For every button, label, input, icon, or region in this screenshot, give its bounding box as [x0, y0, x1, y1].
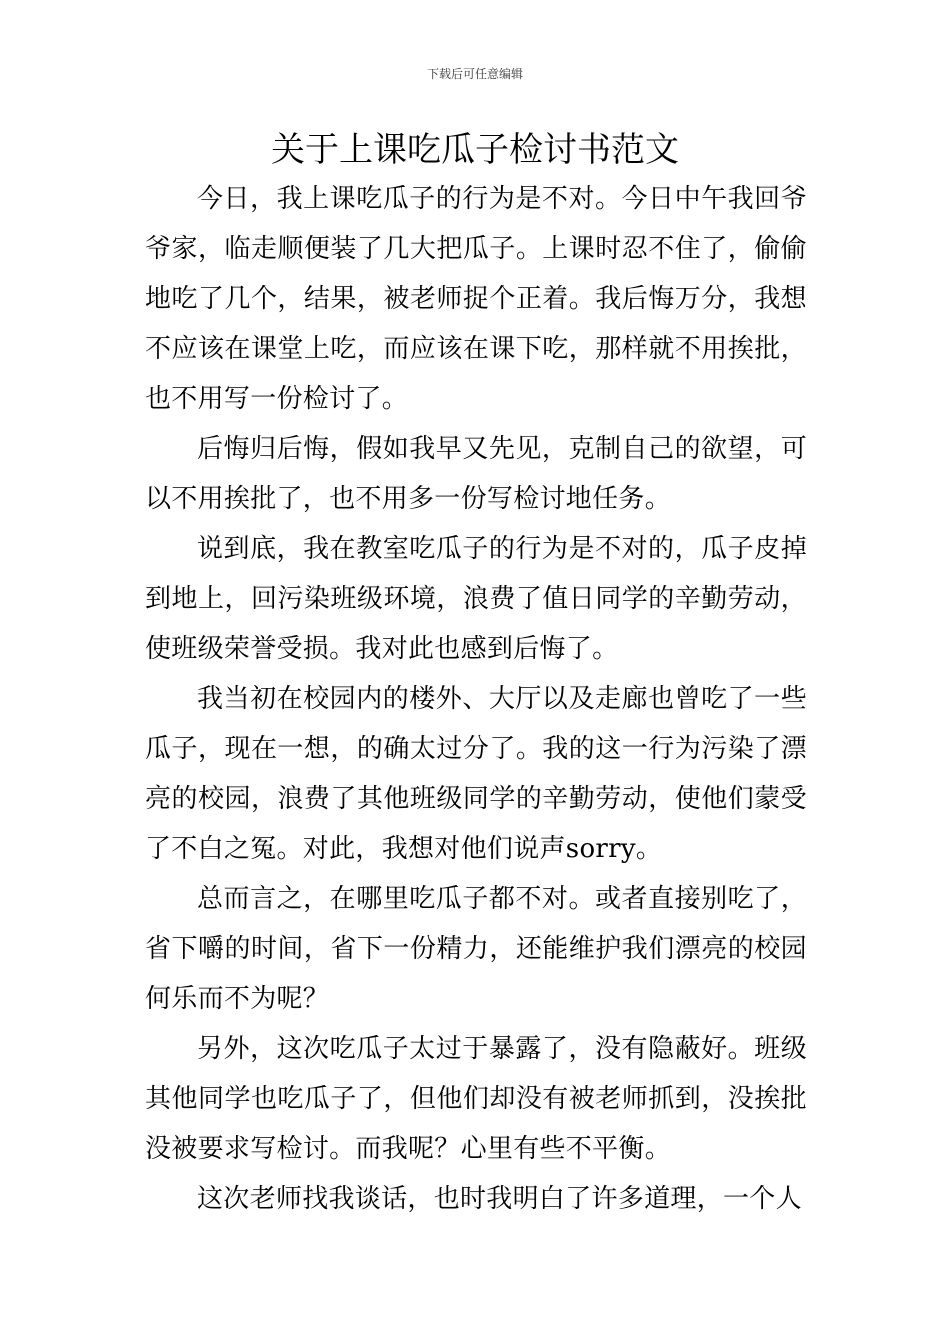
paragraph-7: 这次老师找我谈话，也时我明白了许多道理，一个人	[197, 1184, 802, 1214]
document-title: 关于上课吃瓜子检讨书范文	[271, 130, 679, 170]
paragraph-5: 总而言之，在哪里吃瓜子都不对。或者直接别吃了，省下嚼的时间，省下一份精力，还能维护我们漂亮的校园何乐而不为呢？	[145, 884, 807, 1014]
document-body	[145, 174, 807, 1224]
paragraph-3: 说到底，我在教室吃瓜子的行为是不对的，瓜子皮掉到地上，回污染班级环境，浪费了值日同学的辛勤劳动，使班级荣誉受损。我对此也感到后悔了。	[145, 534, 807, 664]
paragraph-1: 今日，我上课吃瓜子的行为是不对。今日中午我回爷爷家，临走顺便装了几大把瓜子。上课时忍不住了，偷偷地吃了几个，结果，被老师捉个正着。我后悔万分，我想不应该在课堂上吃，而应该在课下吃，那样就不用挨批，也不用写一份检讨了。	[145, 184, 807, 414]
paragraph-6: 另外，这次吃瓜子太过于暴露了，没有隐蔽好。班级其他同学也吃瓜子了，但他们却没有被老师抓到，没挨批没被要求写检讨。而我呢？心里有些不平衡。	[145, 1034, 807, 1164]
header-note: 下载后可任意编辑	[426, 67, 523, 81]
paragraph-2: 后悔归后悔，假如我早又先见，克制自己的欲望，可以不用挨批了，也不用多一份写检讨地任务。	[145, 434, 807, 514]
paragraph-4: 我当初在校园内的楼外、大厅以及走廊也曾吃了一些瓜子，现在一想，的确太过分了。我的这一行为污染了漂亮的校园，浪费了其他班级同学的辛勤劳动，使他们蒙受了不白之冤。对此，我想对他们说声sorry。	[145, 684, 807, 864]
